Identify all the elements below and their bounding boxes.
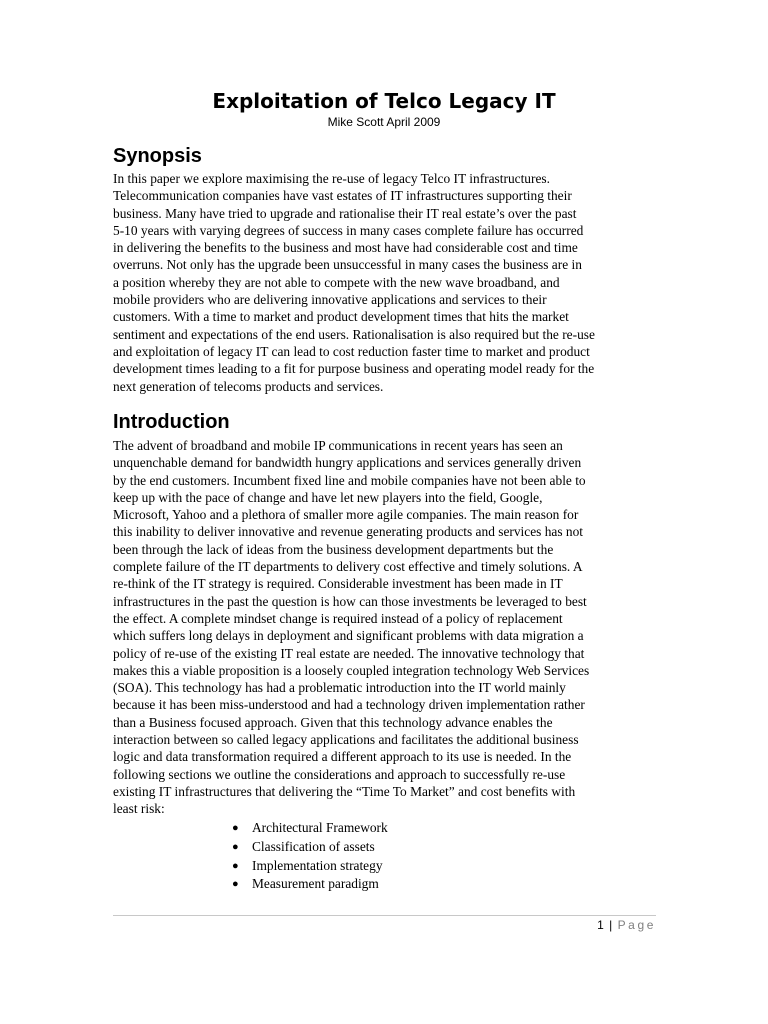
synopsis-heading: Synopsis xyxy=(113,145,202,167)
text-line: keep up with the pace of change and have let new players into the field, Google, xyxy=(113,489,543,505)
text-line: least risk: xyxy=(113,801,165,817)
text-line: which suffers long delays in deployment and significant problems with data migration a xyxy=(113,628,584,644)
footer-divider xyxy=(113,915,656,916)
text-line: policy of re-use of the existing IT real estate are needed. The innovative technology that xyxy=(113,645,585,661)
text-line: the effect. A complete mindset change is required instead of a policy of replacement xyxy=(113,610,563,626)
text-line: next generation of telecoms products and services. xyxy=(113,378,384,394)
text-line: Microsoft, Yahoo and a plethora of smaller more agile companies. The main reason for xyxy=(113,507,579,523)
text-line: in delivering the benefits to the business and most have had considerable cost and time xyxy=(113,240,578,256)
list-item-text: Implementation strategy xyxy=(252,857,383,873)
text-line: mobile providers who are delivering innovative applications and services to their xyxy=(113,292,547,308)
list-item xyxy=(232,819,388,838)
author-date-line: Mike Scott April 2009 xyxy=(327,115,441,129)
list-item xyxy=(232,857,388,876)
text-line: The advent of broadband and mobile IP communications in recent years has seen an xyxy=(113,438,563,453)
footer-separator: | xyxy=(609,918,613,932)
text-line: existing IT infrastructures that delivering the “Time To Market” and cost benefits with xyxy=(113,783,576,799)
text-line: and exploitation of legacy IT can lead to cost reduction faster time to market and product xyxy=(113,343,590,359)
synopsis-paragraph xyxy=(113,170,673,395)
document-title: Exploitation of Telco Legacy IT xyxy=(212,89,556,113)
bullet-list xyxy=(232,819,388,894)
page-label: Page xyxy=(617,918,656,932)
list-item xyxy=(232,875,388,894)
text-line: (SOA). This technology has had a problematic introduction into the IT world mainly xyxy=(113,680,566,696)
list-item-text: Measurement paradigm xyxy=(252,876,379,892)
text-line: In this paper we explore maximising the re-use of legacy Telco IT infrastructures. xyxy=(113,171,550,186)
text-line: logic and data transformation required a different approach to its use is needed. In the xyxy=(113,749,572,765)
text-line: than a Business focused approach. Given that this technology advance enables the xyxy=(113,714,553,730)
text-line: this inability to deliver innovative and revenue generating products and services has not xyxy=(113,524,584,540)
text-line: unquenchable demand for bandwidth hungry applications and services generally driven xyxy=(113,455,582,471)
page-number: 1 xyxy=(597,918,604,932)
text-line: makes this a viable proposition is a loosely coupled integration technology Web Services xyxy=(113,662,590,678)
list-item-text: Classification of assets xyxy=(252,838,375,854)
text-line: a position whereby they are not able to compete with the new wave broadband, and xyxy=(113,274,560,290)
bullet-icon: ● xyxy=(232,840,239,853)
page-footer xyxy=(597,918,656,932)
text-line: by the end customers. Incumbent fixed line and mobile companies have not been able to xyxy=(113,472,586,488)
text-line: customers. With a time to market and product development times that hits the market xyxy=(113,309,569,325)
text-line: overruns. Not only has the upgrade been unsuccessful in many cases the business are in xyxy=(113,257,582,273)
text-line: because it has been miss-understood and had a technology driven implementation rather xyxy=(113,697,585,713)
text-line: been through the lack of ideas from the business development departments but the xyxy=(113,541,554,557)
list-item xyxy=(232,838,388,857)
text-line: re-think of the IT strategy is required. Considerable investment has been made in IT xyxy=(113,576,563,592)
text-line: infrastructures in the past the question is how can those investments be leveraged to best xyxy=(113,593,587,609)
bullet-icon: ● xyxy=(232,822,239,834)
introduction-heading: Introduction xyxy=(113,411,230,433)
text-line: 5-10 years with varying degrees of success in many cases complete failure has occurred xyxy=(113,222,584,238)
bullet-icon: ● xyxy=(232,859,239,872)
text-line: Telecommunication companies have vast estates of IT infrastructures supporting their xyxy=(113,188,572,204)
text-line: interaction between so called legacy applications and facilitates the additional business xyxy=(113,732,579,748)
text-line: following sections we outline the considerations and approach to successfully re-use xyxy=(113,766,566,782)
text-line: complete failure of the IT departments to delivery cost effective and timely solutions. A xyxy=(113,559,583,575)
text-line: development times leading to a fit for purpose business and operating model ready for the xyxy=(113,361,595,377)
bullet-icon: ● xyxy=(232,878,239,891)
list-item-text: Architectural Framework xyxy=(252,820,388,835)
introduction-paragraph xyxy=(113,437,673,818)
text-line: sentiment and expectations of the end users. Rationalisation is also required but the re-use xyxy=(113,326,595,342)
text-line: business. Many have tried to upgrade and rationalise their IT real estate’s over the past xyxy=(113,205,577,221)
